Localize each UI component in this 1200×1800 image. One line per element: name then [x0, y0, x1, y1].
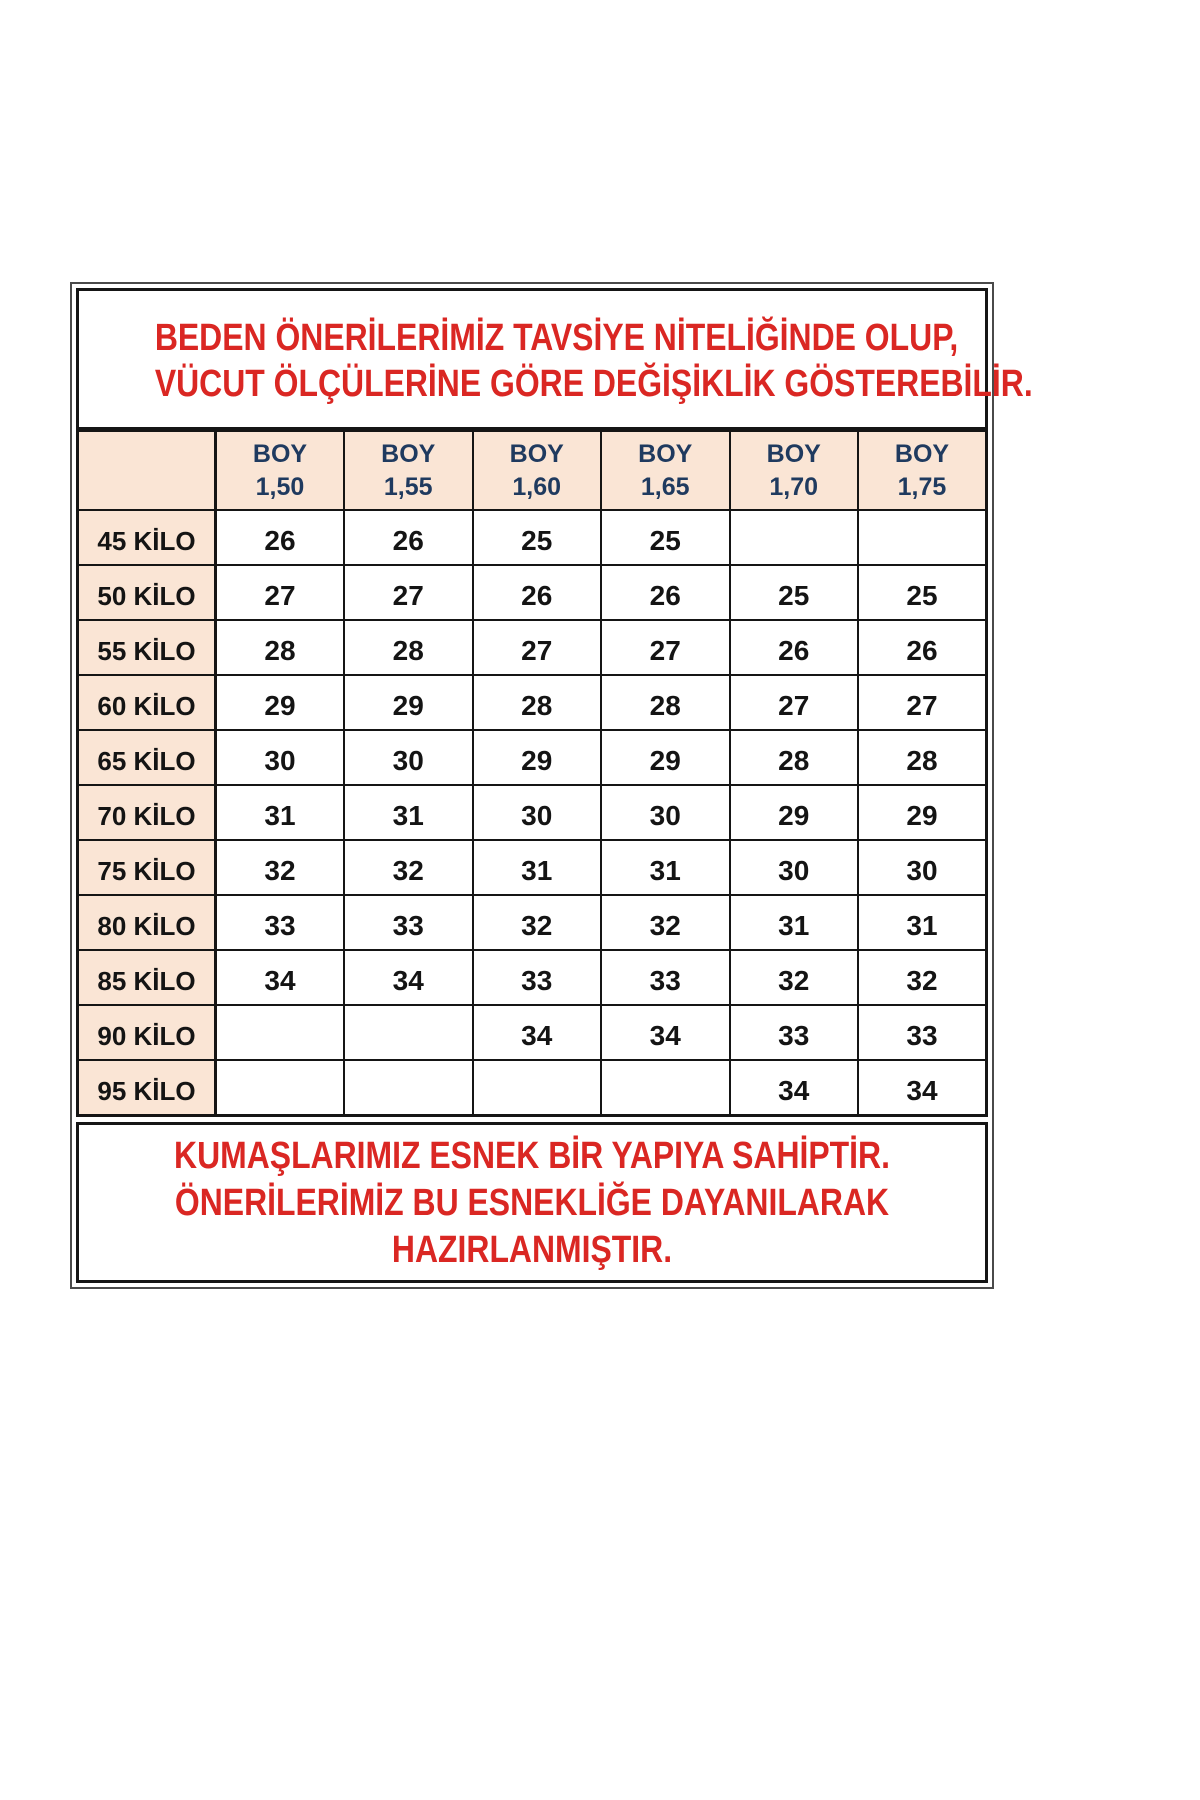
size-value-cell: [216, 1005, 345, 1060]
column-header-value: 1,55: [383, 472, 433, 501]
size-value-cell: 29: [730, 785, 859, 840]
column-header-title: BOY: [381, 439, 436, 468]
column-header-value: 1,50: [255, 472, 305, 501]
row-label: 90 KİLO: [78, 1005, 216, 1060]
size-value-cell: 29: [344, 675, 473, 730]
size-value-cell: 25: [858, 565, 987, 620]
row-label: 55 KİLO: [78, 620, 216, 675]
table-row: [78, 1060, 987, 1115]
size-value-cell: 30: [730, 840, 859, 895]
size-value-cell: 28: [601, 675, 730, 730]
row-label: 75 KİLO: [78, 840, 216, 895]
table-row: [78, 950, 987, 1005]
size-value-cell: [730, 510, 859, 565]
size-value-cell: 26: [216, 510, 345, 565]
size-value-cell: 32: [344, 840, 473, 895]
size-value-cell: 25: [473, 510, 602, 565]
row-label: 45 KİLO: [78, 510, 216, 565]
size-value-cell: 31: [344, 785, 473, 840]
size-value-cell: 32: [473, 895, 602, 950]
table-row: [78, 895, 987, 950]
size-disclaimer-line1: BEDEN ÖNERİLERİMİZ TAVSİYE NİTELİĞİNDE OLUP,: [154, 317, 959, 359]
size-value-cell: [344, 1060, 473, 1115]
size-value-cell: 32: [858, 950, 987, 1005]
size-value-cell: 33: [858, 1005, 987, 1060]
size-value-cell: 26: [344, 510, 473, 565]
row-label: 85 KİLO: [78, 950, 216, 1005]
size-value-cell: 30: [858, 840, 987, 895]
size-chart-panel: [70, 282, 1033, 1289]
size-value-cell: 28: [858, 730, 987, 785]
size-value-cell: 29: [858, 785, 987, 840]
size-value-cell: 34: [216, 950, 345, 1005]
column-header-boy-1-65: [601, 431, 730, 510]
fabric-note: [76, 1122, 988, 1283]
size-value-cell: 34: [858, 1060, 987, 1115]
size-value-cell: 29: [216, 675, 345, 730]
table-row: [78, 510, 987, 565]
column-header-boy-1-55: [344, 431, 473, 510]
size-value-cell: 27: [858, 675, 987, 730]
column-header-value: 1,75: [897, 472, 947, 501]
size-value-cell: 28: [730, 730, 859, 785]
size-value-cell: [473, 1060, 602, 1115]
column-header-value: 1,65: [640, 472, 690, 501]
header-row: [78, 431, 987, 510]
row-label: 60 KİLO: [78, 675, 216, 730]
size-table-body: [78, 510, 987, 1115]
size-value-cell: 33: [730, 1005, 859, 1060]
size-value-cell: 32: [730, 950, 859, 1005]
table-row: [78, 840, 987, 895]
size-value-cell: [858, 510, 987, 565]
size-value-cell: 31: [216, 785, 345, 840]
row-label: 95 KİLO: [78, 1060, 216, 1115]
fabric-note-line3: HAZIRLANMIŞTIR.: [391, 1228, 673, 1271]
column-header-title: BOY: [638, 439, 693, 468]
size-value-cell: [216, 1060, 345, 1115]
size-value-cell: 27: [216, 565, 345, 620]
size-value-cell: 26: [473, 565, 602, 620]
size-value-cell: 27: [344, 565, 473, 620]
size-value-cell: 33: [216, 895, 345, 950]
column-header-boy-1-75: [858, 431, 987, 510]
size-table: [76, 430, 988, 1117]
fabric-note-line2: ÖNERİLERİMİZ BU ESNEKLİĞE DAYANILARAK: [174, 1181, 890, 1224]
column-header-title: BOY: [894, 439, 950, 468]
table-row: [78, 620, 987, 675]
table-row: [78, 730, 987, 785]
size-value-cell: 26: [601, 565, 730, 620]
size-value-cell: 34: [473, 1005, 602, 1060]
size-value-cell: 31: [473, 840, 602, 895]
column-header-title: BOY: [766, 439, 821, 468]
size-value-cell: 29: [601, 730, 730, 785]
size-value-cell: 26: [858, 620, 987, 675]
row-label: 65 KİLO: [78, 730, 216, 785]
row-label: 50 KİLO: [78, 565, 216, 620]
column-header-boy-1-50: [216, 431, 345, 510]
size-value-cell: 32: [216, 840, 345, 895]
size-value-cell: 25: [730, 565, 859, 620]
column-header-title: BOY: [252, 439, 308, 468]
column-header-value: 1,70: [769, 472, 819, 501]
size-value-cell: 30: [216, 730, 345, 785]
size-disclaimer-line2: VÜCUT ÖLÇÜLERİNE GÖRE DEĞİŞİKLİK GÖSTEREBİLİR.: [154, 363, 1033, 405]
size-value-cell: [601, 1060, 730, 1115]
size-value-cell: 32: [601, 895, 730, 950]
size-value-cell: 27: [601, 620, 730, 675]
size-value-cell: 27: [730, 675, 859, 730]
size-value-cell: 27: [473, 620, 602, 675]
size-value-cell: 34: [344, 950, 473, 1005]
row-label: 70 KİLO: [78, 785, 216, 840]
table-row: [78, 675, 987, 730]
row-label: 80 KİLO: [78, 895, 216, 950]
size-value-cell: 29: [473, 730, 602, 785]
size-value-cell: 31: [858, 895, 987, 950]
table-row: [78, 785, 987, 840]
column-header-boy-1-70: [730, 431, 859, 510]
size-value-cell: 33: [344, 895, 473, 950]
size-value-cell: 31: [730, 895, 859, 950]
column-header-title: BOY: [509, 439, 564, 468]
size-table-header: [78, 431, 987, 510]
table-row: [78, 565, 987, 620]
size-value-cell: 25: [601, 510, 730, 565]
size-value-cell: [344, 1005, 473, 1060]
size-disclaimer: [76, 288, 1033, 430]
size-value-cell: 26: [730, 620, 859, 675]
size-value-cell: 33: [473, 950, 602, 1005]
size-value-cell: 34: [730, 1060, 859, 1115]
table-corner-cell: [78, 431, 216, 510]
size-value-cell: 28: [216, 620, 345, 675]
size-value-cell: 30: [473, 785, 602, 840]
size-value-cell: 31: [601, 840, 730, 895]
size-value-cell: 30: [344, 730, 473, 785]
size-value-cell: 28: [473, 675, 602, 730]
column-header-boy-1-60: [473, 431, 602, 510]
size-value-cell: 30: [601, 785, 730, 840]
table-row: [78, 1005, 987, 1060]
size-value-cell: 28: [344, 620, 473, 675]
column-header-value: 1,60: [512, 472, 562, 501]
size-value-cell: 34: [601, 1005, 730, 1060]
fabric-note-line1: KUMAŞLARIMIZ ESNEK BİR YAPIYA SAHİPTİR.: [174, 1134, 890, 1177]
size-value-cell: 33: [601, 950, 730, 1005]
